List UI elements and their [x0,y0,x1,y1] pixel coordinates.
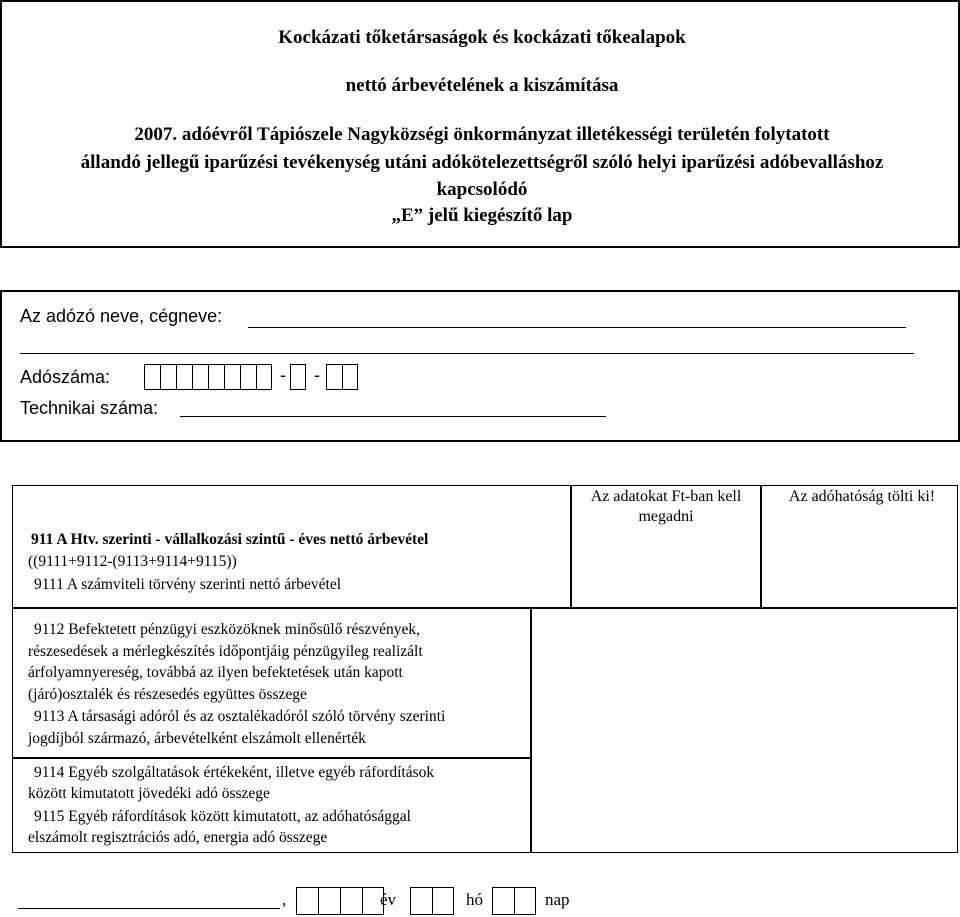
taxpayer-section [0,290,960,442]
row-911-label: 911 A Htv. szerinti - vállalkozási szintű - éves nettó árbevétel [31,531,429,548]
technical-number-field[interactable] [180,416,606,417]
form-description-line1: 2007. adóévről Tápiószele Nagyközségi önkormányzat illetékességi területén folytatott [134,124,830,145]
column-divider [570,485,572,607]
year-cells[interactable] [296,887,384,913]
day-label: nap [545,890,570,909]
month-cells[interactable] [410,887,454,913]
form-sheet-label: „E” jelű kiegészítő lap [391,205,573,226]
form-description-line3: kapcsolódó [436,179,528,200]
form-title: Kockázati tőketársaságok és kockázati tőkealapok [278,27,686,48]
tax-number-separator: - [314,365,320,385]
row-9114-label-cont: között kimutatott jövedéki adó összege [28,785,270,802]
row-9112-label-cont: árfolyamnyereség, továbbá az ilyen befektetések után kapott [28,664,403,681]
column-header-ft: Az adatokat Ft-ban kell megadni [590,488,742,525]
row-divider [12,607,958,609]
column-header-authority: Az adóhatóság tölti ki! [788,488,936,505]
year-label: év [380,890,397,909]
row-9113-label-cont: jogdíjból származó, árbevételként elszámolt ellenérték [28,730,366,747]
row-9114-label: 9114 Egyéb szolgáltatások értékeként, illetve egyéb ráfordítások [34,764,435,781]
taxpayer-name-field[interactable] [248,327,906,328]
form-header [0,0,960,248]
tax-number-vat-cell[interactable] [290,364,306,390]
row-9115-label-cont: elszámolt regisztrációs adó, energia adó összege [28,829,328,846]
row-9111-label: 9111 A számviteli törvény szerinti nettó árbevétel [34,576,342,593]
row-911-formula: ((9111+9112-(9113+9114+9115)) [28,553,237,570]
form-subtitle: nettó árbevételének a kiszámítása [345,75,619,96]
column-divider [760,485,762,607]
date-comma: , [282,890,287,909]
month-label: hó [466,890,483,909]
tax-number-label: Adószáma: [20,367,111,387]
day-cells[interactable] [492,887,536,913]
taxpayer-name-label: Az adózó neve, cégneve: [20,306,223,326]
row-divider [12,757,532,759]
place-field[interactable] [18,908,280,909]
tax-number-main-cells[interactable] [144,364,272,390]
row-9112-label-cont: részesedések a mérlegkészítés időpontjáig pénzügyileg realizált [28,643,423,660]
row-9112-label-cont: (járó)osztalék és részesedés együttes összege [28,686,307,703]
row-9112-label: 9112 Befektetett pénzügyi eszközöknek minősülő részvények, [34,621,420,638]
technical-number-label: Technikai száma: [20,398,159,418]
tax-number-county-cells[interactable] [326,364,358,390]
row-9115-label: 9115 Egyéb ráfordítások között kimutatott, az adóhatósággal [34,808,411,825]
column-divider [530,607,532,853]
taxpayer-name-field-line2[interactable] [20,353,914,354]
row-9113-label: 9113 A társasági adóról és az osztalékadóról szóló törvény szerinti [34,708,446,725]
form-description-line2: állandó jellegű iparűzési tevékenység utáni adókötelezettségről szóló helyi iparűzési adóbevalláshoz [80,152,884,173]
tax-number-separator: - [280,365,286,385]
